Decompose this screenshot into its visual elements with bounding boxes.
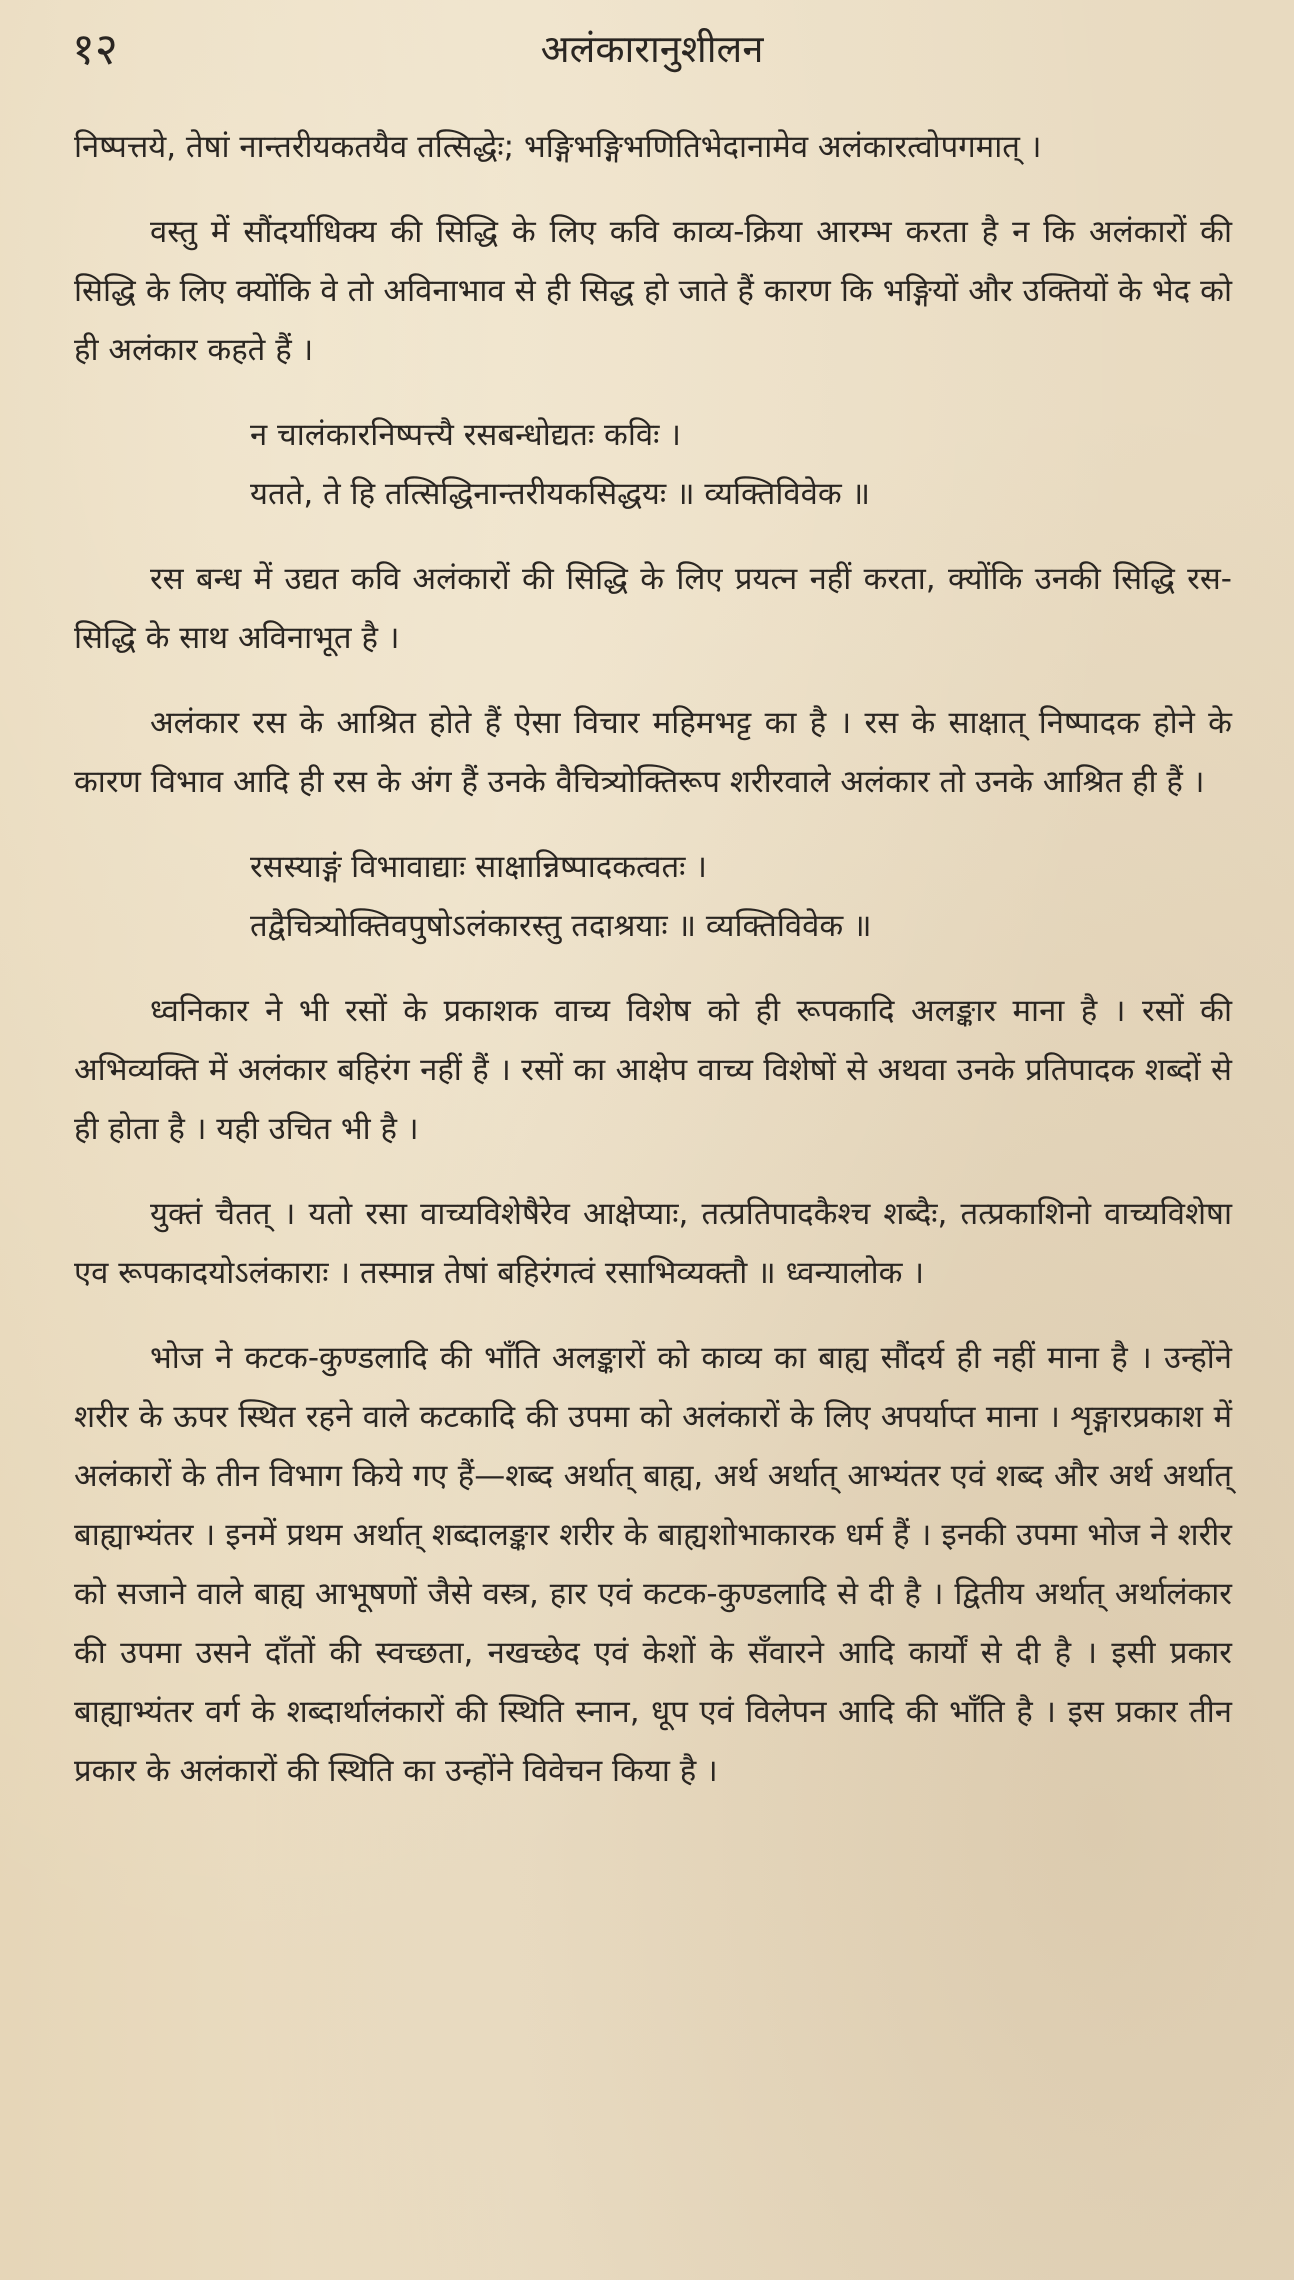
sanskrit-prose-quote: युक्तं चैतत् । यतो रसा वाच्यविशेषैरेव आक्षेप्याः, तत्प्रतिपादकैश्च शब्दैः, तत्प्रकाशिनो वाच्यविशेषा एव रूपकादयोऽलंकाराः । तस्मान्न तेषां बहिरंगत्वं रसाभिव्यक्तौ ॥ ध्वन्यालोक । <box>74 1196 1232 1291</box>
paragraph-5: भोज ने कटक-कुण्डलादि की भाँति अलङ्कारों को काव्य का बाह्य सौंदर्य ही नहीं माना है । उन्होंने शरीर के ऊपर स्थित रहने वाले कटकादि की उपमा को अलंकारों के लिए अपर्याप्त माना । शृङ्गारप्रकाश में अलंकारों के तीन विभाग किये गए हैं—शब्द अर्थात् बाह्य, अर्थ अर्थात् आभ्यंतर एवं शब्द और अर्थ अर्थात् बाह्याभ्यंतर । इनमें प्रथम अर्थात् शब्दालङ्कार शरीर के बाह्यशोभाकारक धर्म हैं । इनकी उपमा भोज ने शरीर को सजाने वाले बाह्य आभूषणों जैसे वस्त्र, हार एवं कटक-कुण्डलादि से दी है । द्वितीय अर्थात् अर्थालंकार की उपमा उसने दाँतों की स्वच्छता, नखच्छेद एवं केशों के सँवारने आदि कार्यों से दी है । इसी प्रकार बाह्याभ्यंतर वर्ग के शब्दार्थालंकारों की स्थिति स्नान, धूप एवं विलेपन आदि की भाँति है । इस प्रकार तीन प्रकार के अलंकारों की स्थिति का उन्होंने विवेचन किया है । <box>74 1340 1232 1789</box>
verse-quote-1 <box>250 406 1232 524</box>
verse-line: न चालंकारनिष्पत्त्यै रसबन्धोद्यतः कविः । <box>250 417 681 453</box>
paragraph-4: ध्वनिकार ने भी रसों के प्रकाशक वाच्य विशेष को ही रूपकादि अलङ्कार माना है । रसों की अभिव्यक्ति में अलंकार बहिरंग नहीं हैं । रसों का आक्षेप वाच्य विशेषों से अथवा उनके प्रतिपादक शब्दों से ही होता है । यही उचित भी है । <box>74 993 1232 1147</box>
paragraph-2: रस बन्ध में उद्यत कवि अलंकारों की सिद्धि के लिए प्रयत्न नहीं करता, क्योंकि उनकी सिद्धि रस-सिद्धि के साथ अविनाभूत है । <box>74 561 1232 656</box>
verse-line: तद्वैचित्र्योक्तिवपुषोऽलंकारस्तु तदाश्रयाः ॥ व्यक्तिविवेक ॥ <box>250 908 872 944</box>
running-title: अलंकारानुशीलन <box>540 27 764 71</box>
paragraph-3: अलंकार रस के आश्रित होते हैं ऐसा विचार महिमभट्ट का है । रस के साक्षात् निष्पादक होने के कारण विभाव आदि ही रस के अंग हैं उनके वैचित्र्योक्तिरूप शरीरवाले अलंकार तो उनके आश्रित ही हैं । <box>74 705 1232 800</box>
paragraph-1: वस्तु में सौंदर्याधिक्य की सिद्धि के लिए कवि काव्य-क्रिया आरम्भ करता है न कि अलंकारों की सिद्धि के लिए क्योंकि वे तो अविनाभाव से ही सिद्ध हो जाते हैं कारण कि भङ्गियों और उक्तियों के भेद को ही अलंकार कहते हैं । <box>74 214 1232 368</box>
page-header <box>72 22 1232 92</box>
verse-quote-2 <box>250 838 1232 956</box>
paragraph-continued: निष्पत्तये, तेषां नान्तरीयकतयैव तत्सिद्धेः; भङ्गिभङ्गिभणितिभेदानामेव अलंकारत्वोपगमात् । <box>74 129 1042 165</box>
verse-line: यतते, ते हि तत्सिद्धिनान्तरीयकसिद्धयः ॥ व्यक्तिविवेक ॥ <box>250 476 871 512</box>
page-body <box>74 118 1232 1827</box>
page-number: १२ <box>72 24 118 75</box>
verse-line: रसस्याङ्गं विभावाद्याः साक्षान्निष्पादकत्वतः । <box>250 849 708 885</box>
